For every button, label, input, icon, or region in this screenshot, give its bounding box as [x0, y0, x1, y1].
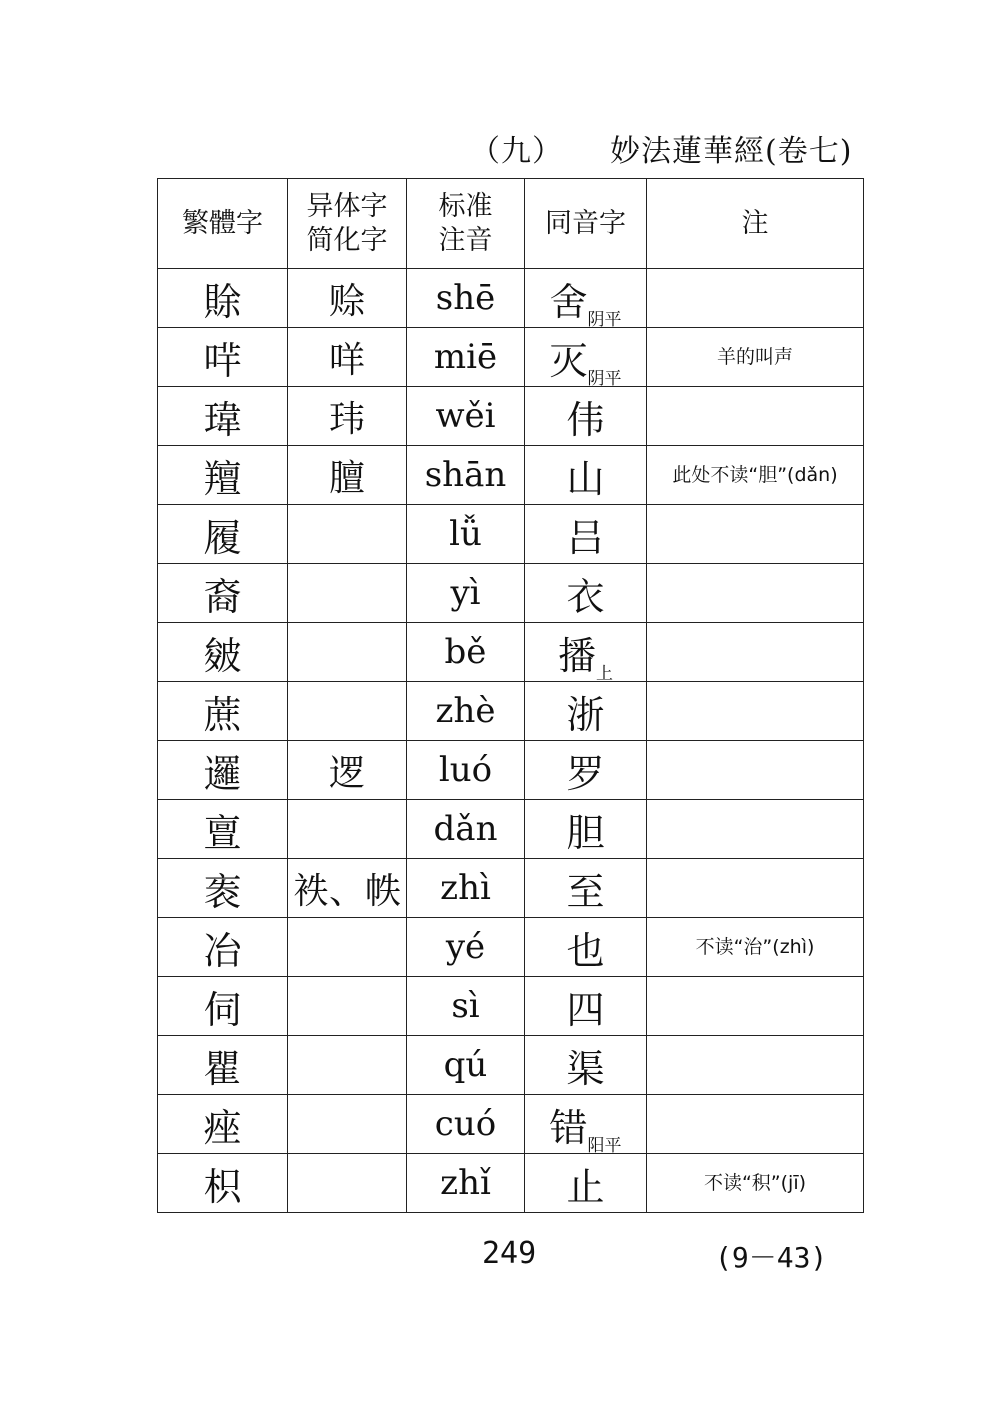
homophone-cell: 衣: [525, 564, 647, 623]
variant-cell: 袟、帙: [288, 859, 407, 918]
note-cell: [647, 1036, 864, 1095]
homophone-cell: 胆: [525, 800, 647, 859]
pinyin-cell: shē: [407, 269, 525, 328]
variant-cell: 赊: [288, 269, 407, 328]
table-row: [158, 269, 864, 328]
homophone-cell: 四: [525, 977, 647, 1036]
variant-cell: 逻: [288, 741, 407, 800]
pinyin-cell: zhì: [407, 859, 525, 918]
table-row: [158, 446, 864, 505]
header-row: [158, 179, 864, 269]
variant-cell: [288, 1036, 407, 1095]
note-cell: [647, 564, 864, 623]
col-header-variant: 异体字 简化字: [288, 179, 407, 269]
variant-cell: [288, 623, 407, 682]
pinyin-cell: dǎn: [407, 800, 525, 859]
note-cell: [647, 269, 864, 328]
trad-cell: 哶: [158, 328, 288, 387]
page-header: [470, 126, 870, 169]
sutra-title: 妙法蓮華經(卷七): [610, 134, 853, 169]
table-row: [158, 505, 864, 564]
trad-cell: 皴: [158, 623, 288, 682]
note-cell: [647, 741, 864, 800]
note-cell: [647, 682, 864, 741]
homophone-cell: 播上: [525, 623, 647, 682]
homophone-cell: 浙: [525, 682, 647, 741]
homophone-cell: 灭阴平: [525, 328, 647, 387]
note-cell: [647, 1095, 864, 1154]
trad-cell: 邏: [158, 741, 288, 800]
trad-cell: 瞿: [158, 1036, 288, 1095]
trad-cell: 袠: [158, 859, 288, 918]
note-cell: [647, 977, 864, 1036]
tone-mark: 上: [596, 663, 613, 682]
variant-cell: 咩: [288, 328, 407, 387]
table-row: [158, 1154, 864, 1213]
note-cell: [647, 623, 864, 682]
variant-cell: 膻: [288, 446, 407, 505]
table-row: [158, 800, 864, 859]
trad-cell: 痤: [158, 1095, 288, 1154]
trad-cell: 亶: [158, 800, 288, 859]
tone-mark: 阳平: [587, 1135, 622, 1154]
trad-cell: 冶: [158, 918, 288, 977]
pinyin-cell: luó: [407, 741, 525, 800]
homophone-cell: 至: [525, 859, 647, 918]
variant-cell: [288, 800, 407, 859]
note-cell: [647, 859, 864, 918]
homophone-cell: 罗: [525, 741, 647, 800]
pinyin-cell: miē: [407, 328, 525, 387]
col-header-note: 注: [647, 179, 864, 269]
pinyin-cell: qú: [407, 1036, 525, 1095]
page-reference: (9－43): [715, 1241, 828, 1274]
tone-mark: 阴平: [587, 368, 622, 387]
note-cell: [647, 387, 864, 446]
table-row: [158, 682, 864, 741]
trad-cell: 枳: [158, 1154, 288, 1213]
homophone-cell: 吕: [525, 505, 647, 564]
trad-cell: 蔗: [158, 682, 288, 741]
note-cell: 不读“治”(zhì): [647, 918, 864, 977]
pronunciation-table: [157, 178, 864, 1213]
table-row: [158, 859, 864, 918]
page-number: 249: [482, 1236, 537, 1271]
pinyin-cell: cuó: [407, 1095, 525, 1154]
homophone-cell: 渠: [525, 1036, 647, 1095]
pinyin-cell: bě: [407, 623, 525, 682]
note-cell: 羊的叫声: [647, 328, 864, 387]
table-row: [158, 918, 864, 977]
pinyin-cell: yé: [407, 918, 525, 977]
pinyin-cell: shān: [407, 446, 525, 505]
pinyin-cell: zhǐ: [407, 1154, 525, 1213]
variant-cell: [288, 1095, 407, 1154]
variant-cell: [288, 682, 407, 741]
variant-cell: [288, 564, 407, 623]
trad-cell: 裔: [158, 564, 288, 623]
trad-cell: 賖: [158, 269, 288, 328]
variant-cell: 玮: [288, 387, 407, 446]
variant-cell: [288, 1154, 407, 1213]
homophone-cell: 止: [525, 1154, 647, 1213]
homophone-cell: 也: [525, 918, 647, 977]
pinyin-cell: lǚ: [407, 505, 525, 564]
pinyin-cell: yì: [407, 564, 525, 623]
section-number: （九）: [470, 134, 563, 169]
table-row: [158, 328, 864, 387]
trad-cell: 履: [158, 505, 288, 564]
pinyin-cell: zhè: [407, 682, 525, 741]
pinyin-cell: wěi: [407, 387, 525, 446]
table-row: [158, 1095, 864, 1154]
note-cell: 不读“积”(jī): [647, 1154, 864, 1213]
table-row: [158, 1036, 864, 1095]
tone-mark: 阴平: [587, 309, 622, 328]
col-header-homophone: 同音字: [525, 179, 647, 269]
pinyin-cell: sì: [407, 977, 525, 1036]
table-row: [158, 741, 864, 800]
trad-cell: 伺: [158, 977, 288, 1036]
variant-cell: [288, 505, 407, 564]
variant-cell: [288, 918, 407, 977]
table-row: [158, 564, 864, 623]
homophone-cell: 伟: [525, 387, 647, 446]
homophone-cell: 错阳平: [525, 1095, 647, 1154]
note-cell: [647, 800, 864, 859]
col-header-traditional: 繁體字: [158, 179, 288, 269]
note-cell: [647, 505, 864, 564]
variant-cell: [288, 977, 407, 1036]
trad-cell: 瑋: [158, 387, 288, 446]
homophone-cell: 舍阴平: [525, 269, 647, 328]
trad-cell: 羶: [158, 446, 288, 505]
table-row: [158, 623, 864, 682]
table-row: [158, 977, 864, 1036]
note-cell: 此处不读“胆”(dǎn): [647, 446, 864, 505]
table-row: [158, 387, 864, 446]
col-header-pinyin: 标准 注音: [407, 179, 525, 269]
homophone-cell: 山: [525, 446, 647, 505]
